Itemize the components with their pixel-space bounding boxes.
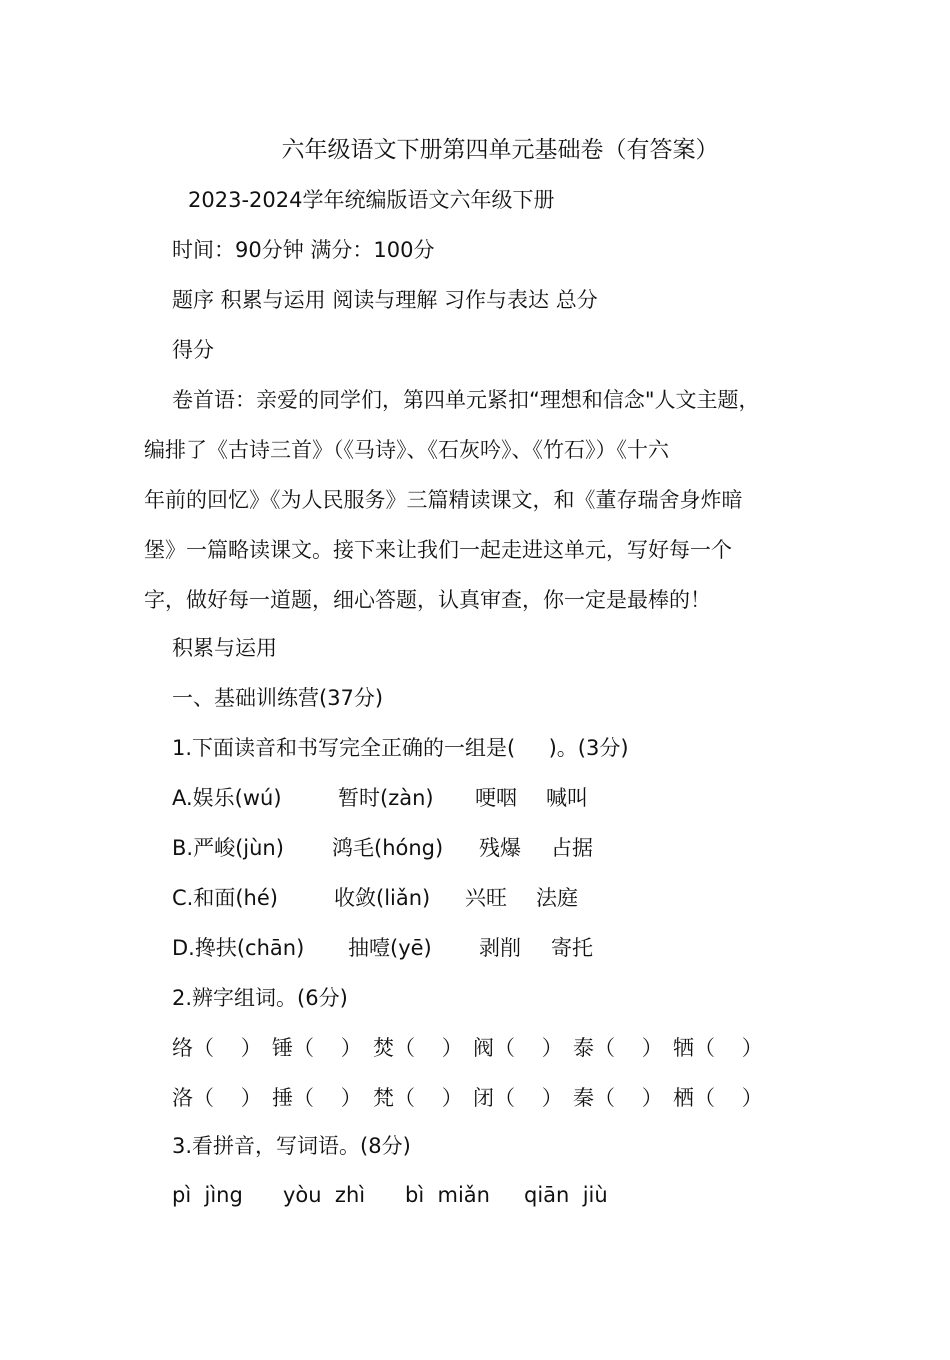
option-word: 法庭 bbox=[536, 886, 578, 910]
exam-time-score: 时间：90分钟 满分：100分 bbox=[172, 238, 435, 262]
pinyin-item: bì miǎn bbox=[405, 1183, 490, 1207]
option-word: 寄托 bbox=[551, 936, 593, 960]
word-blank: 焚（ ） bbox=[373, 1036, 463, 1060]
option-word: 暂时(zàn) bbox=[338, 786, 434, 810]
intro-line: 字，做好每一道题，细心答题，认真审查，你一定是最棒的！ bbox=[144, 588, 711, 612]
question-2-stem: 2.辨字组词。(6分) bbox=[172, 986, 348, 1010]
score-table-header: 题序 积累与运用 阅读与理解 习作与表达 总分 bbox=[172, 288, 598, 312]
option-word: D.搀扶(chān) bbox=[172, 936, 305, 960]
part-title: 一、基础训练营(37分) bbox=[172, 686, 384, 710]
document-title: 六年级语文下册第四单元基础卷（有答案） bbox=[281, 137, 719, 163]
option-word: B.严峻(jùn) bbox=[172, 836, 284, 860]
question-3-stem: 3.看拼音，写词语。(8分) bbox=[172, 1134, 411, 1158]
option-word: 鸿毛(hóng) bbox=[332, 836, 444, 860]
word-blank: 梵（ ） bbox=[373, 1086, 463, 1110]
option-word: 剥削 bbox=[479, 936, 521, 960]
intro-line: 卷首语：亲爱的同学们，第四单元紧扣“理想和信念"人文主题， bbox=[172, 388, 760, 412]
option-word: 喊叫 bbox=[546, 786, 588, 810]
word-blank: 牺（ ） bbox=[673, 1036, 763, 1060]
question-3-pinyin-row bbox=[172, 1180, 608, 1360]
word-blank: 栖（ ） bbox=[673, 1086, 763, 1110]
intro-line: 年前的回忆》《为人民服务》三篇精读课文，和《董存瑞舍身炸暗 bbox=[144, 488, 743, 512]
option-word: 哽咽 bbox=[475, 786, 517, 810]
option-word: 兴旺 bbox=[465, 886, 507, 910]
section-title: 积累与运用 bbox=[172, 636, 277, 660]
word-blank: 络（ ） bbox=[172, 1036, 262, 1060]
word-blank: 洛（ ） bbox=[172, 1086, 262, 1110]
word-blank: 阀（ ） bbox=[473, 1036, 563, 1060]
option-word: 抽噎(yē) bbox=[348, 936, 432, 960]
intro-line: 编排了《古诗三首》（《马诗》、《石灰吟》、《竹石》）《十六 bbox=[144, 438, 669, 462]
word-blank: 秦（ ） bbox=[573, 1086, 663, 1110]
option-word: C.和面(hé) bbox=[172, 886, 278, 910]
intro-line: 堡》一篇略读课文。接下来让我们一起走进这单元，写好每一个 bbox=[144, 538, 732, 562]
word-blank: 锤（ ） bbox=[272, 1036, 362, 1060]
option-word: 占据 bbox=[551, 836, 593, 860]
option-word: 收敛(liǎn) bbox=[334, 886, 431, 910]
pinyin-item: qiān jiù bbox=[524, 1183, 608, 1207]
word-blank: 泰（ ） bbox=[573, 1036, 663, 1060]
pinyin-item: pì jìng bbox=[172, 1183, 243, 1207]
option-word: 残爆 bbox=[479, 836, 521, 860]
score-label: 得分 bbox=[172, 338, 214, 362]
document-subtitle: 2023-2024学年统编版语文六年级下册 bbox=[188, 188, 555, 212]
word-blank: 闭（ ） bbox=[473, 1086, 563, 1110]
option-word: A.娱乐(wú) bbox=[172, 786, 282, 810]
word-blank: 捶（ ） bbox=[272, 1086, 362, 1110]
pinyin-item: yòu zhì bbox=[283, 1183, 366, 1207]
question-1-stem: 1.下面读音和书写完全正确的一组是( )。(3分) bbox=[172, 736, 629, 760]
